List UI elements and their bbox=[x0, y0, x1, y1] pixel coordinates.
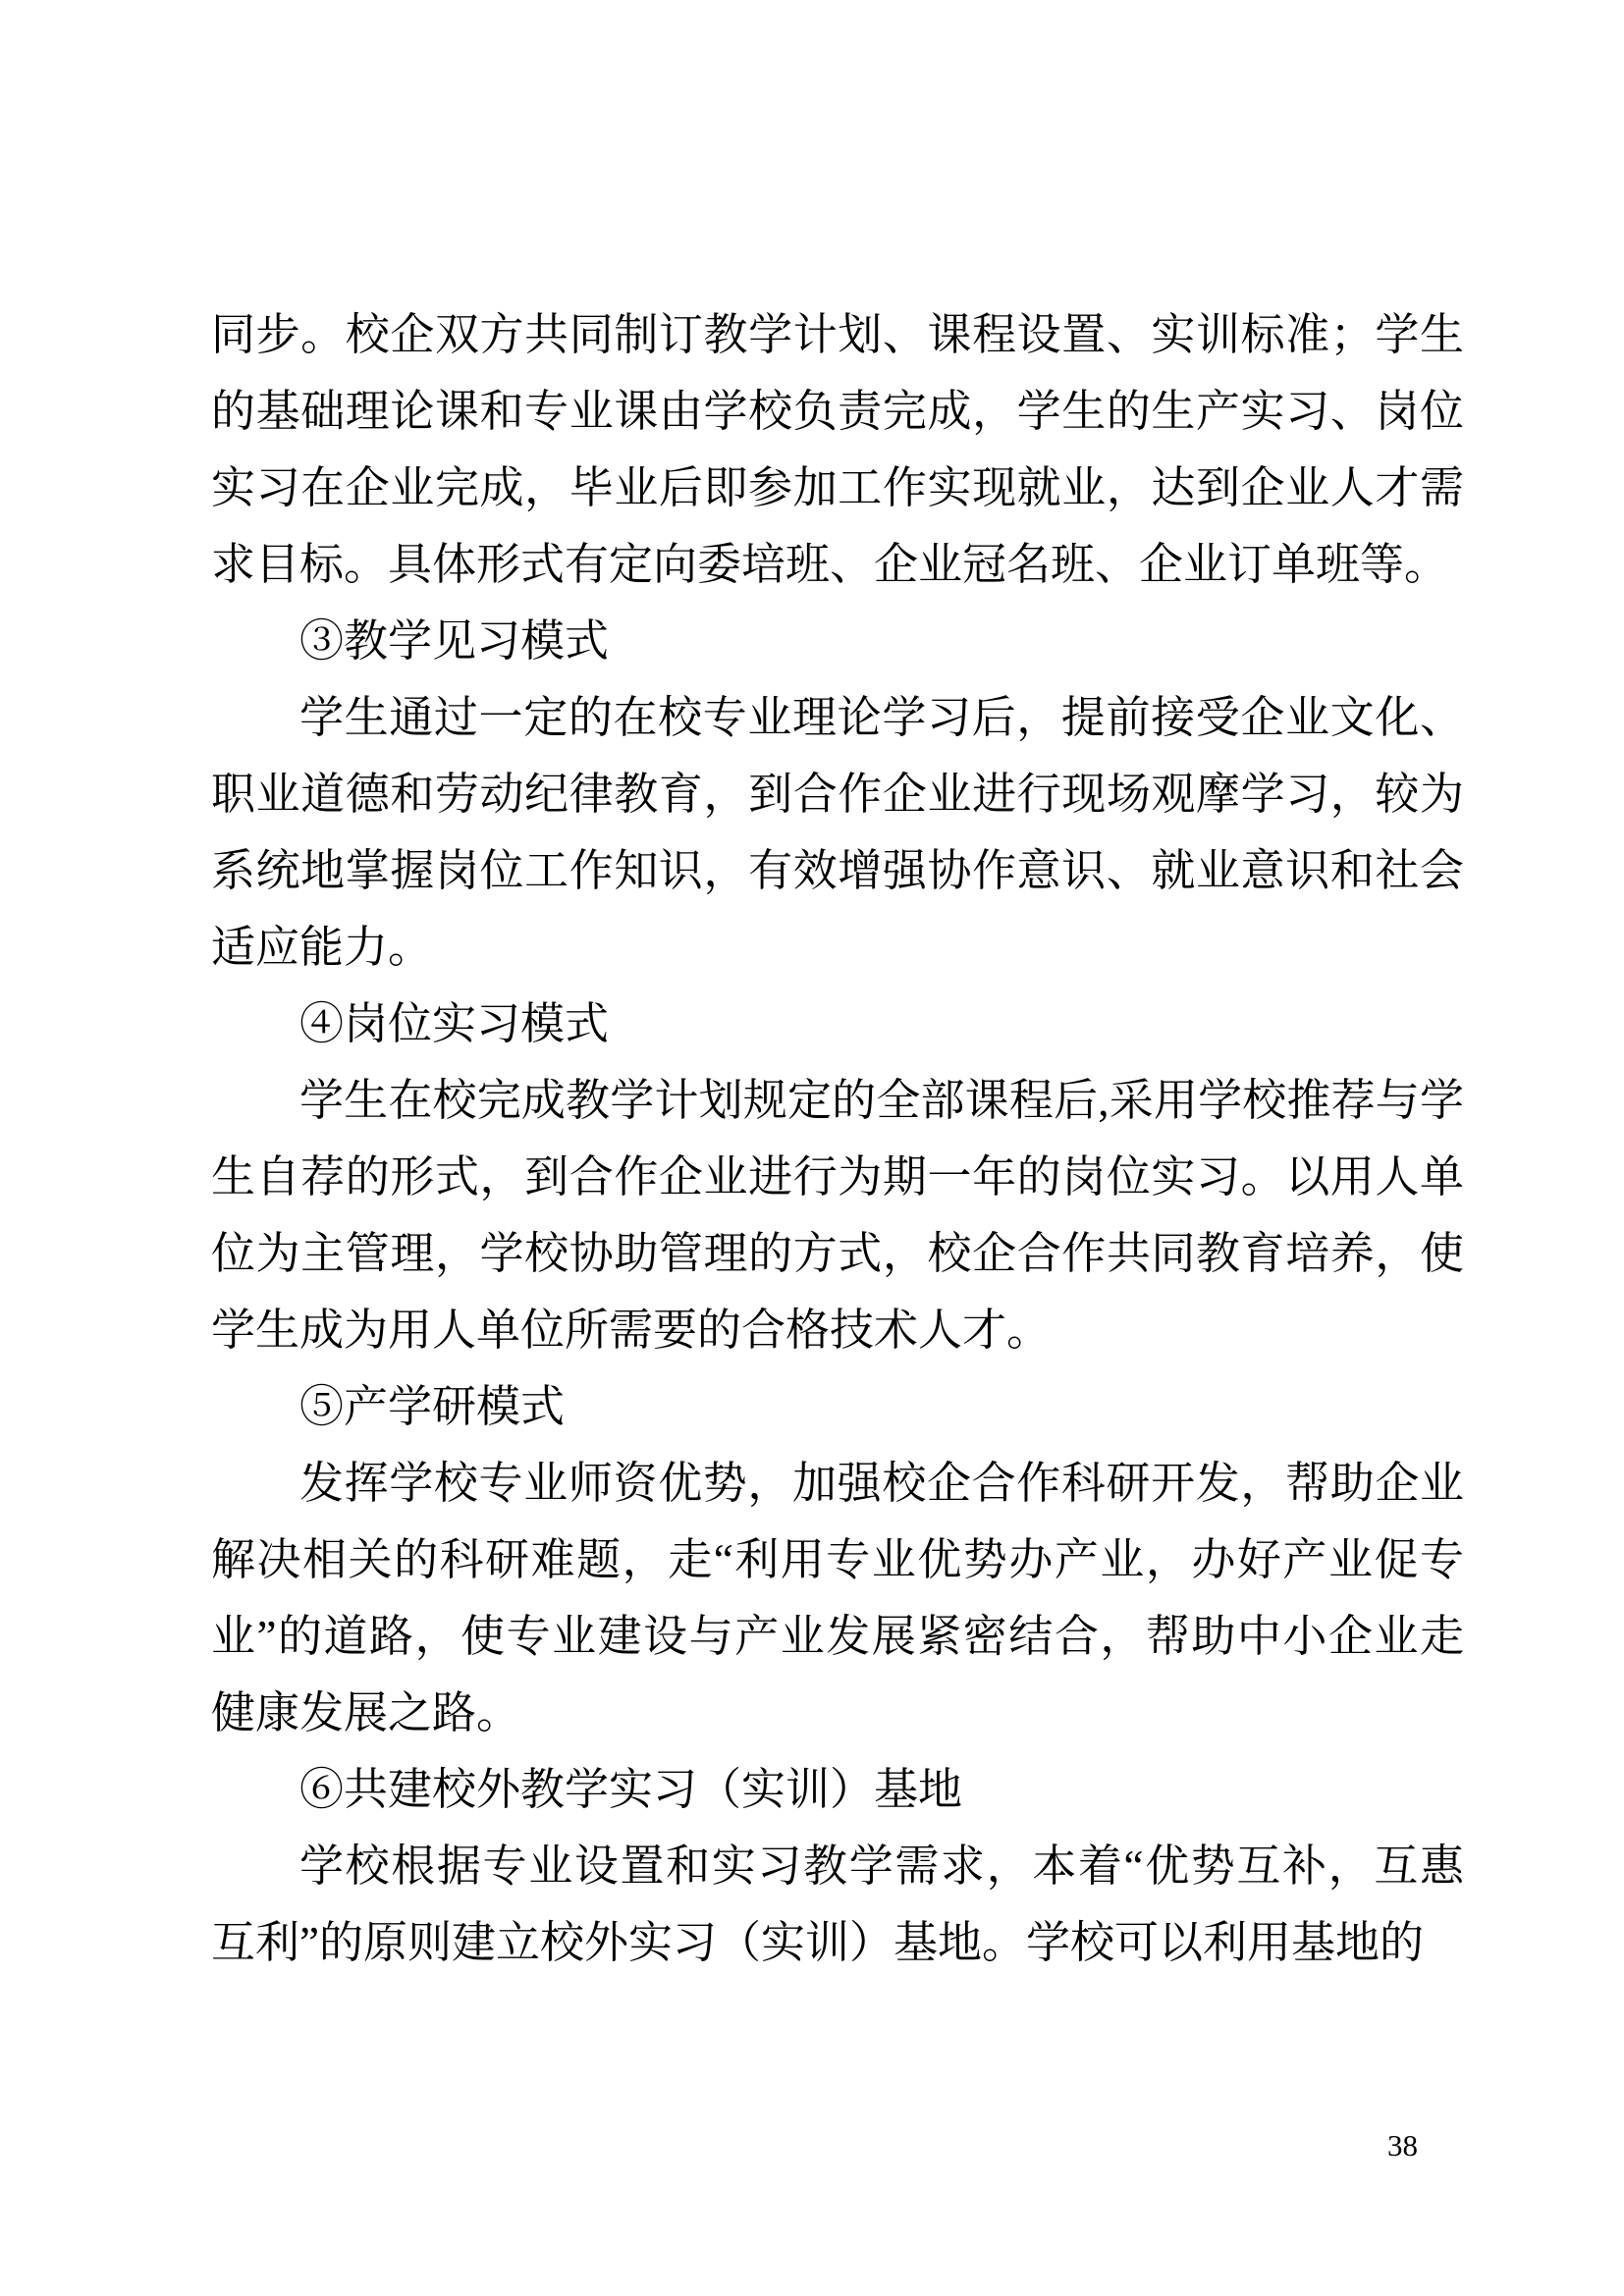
body-paragraph-continuation: 同步。校企双方共同制订教学计划、课程设置、实训标准；学生的基础理论课和专业课由学校负责完成，学生的生产实习、岗位实习在企业完成，毕业后即参加工作实现就业，达到企业人才需求目标。具体形式有定向委培班、企业冠名班、企业订单班等。 bbox=[211, 310, 1464, 589]
section-heading-5: ⑤产学研模式 bbox=[299, 1382, 566, 1431]
body-paragraph: 学校根据专业设置和实习教学需求，本着“优势互补，互惠互利”的原则建立校外实习（实训）基地。学校可以利用基地的 bbox=[211, 1842, 1464, 1967]
text-block bbox=[211, 296, 1464, 1981]
body-paragraph: 发挥学校专业师资优势，加强校企合作科研开发，帮助企业解决相关的科研难题，走“利用专业优势办产业，办好产业促专业”的道路，使专业建设与产业发展紧密结合，帮助中小企业走健康发展之路。 bbox=[211, 1459, 1464, 1737]
page-number: 38 bbox=[1387, 2128, 1418, 2163]
body-paragraph: 学生通过一定的在校专业理论学习后，提前接受企业文化、职业道德和劳动纪律教育，到合作企业进行现场观摩学习，较为系统地掌握岗位工作知识，有效增强协作意识、就业意识和社会适应能力。 bbox=[211, 693, 1464, 972]
section-heading-3: ③教学见习模式 bbox=[299, 616, 610, 666]
body-paragraph: 学生在校完成教学计划规定的全部课程后,采用学校推荐与学生自荐的形式，到合作企业进行为期一年的岗位实习。以用人单位为主管理，学校协助管理的方式，校企合作共同教育培养，使学生成为用人单位所需要的合格技术人才。 bbox=[211, 1076, 1464, 1355]
section-heading-4: ④岗位实习模式 bbox=[299, 999, 610, 1048]
section-heading-6: ⑥共建校外教学实习（实训）基地 bbox=[299, 1765, 963, 1814]
